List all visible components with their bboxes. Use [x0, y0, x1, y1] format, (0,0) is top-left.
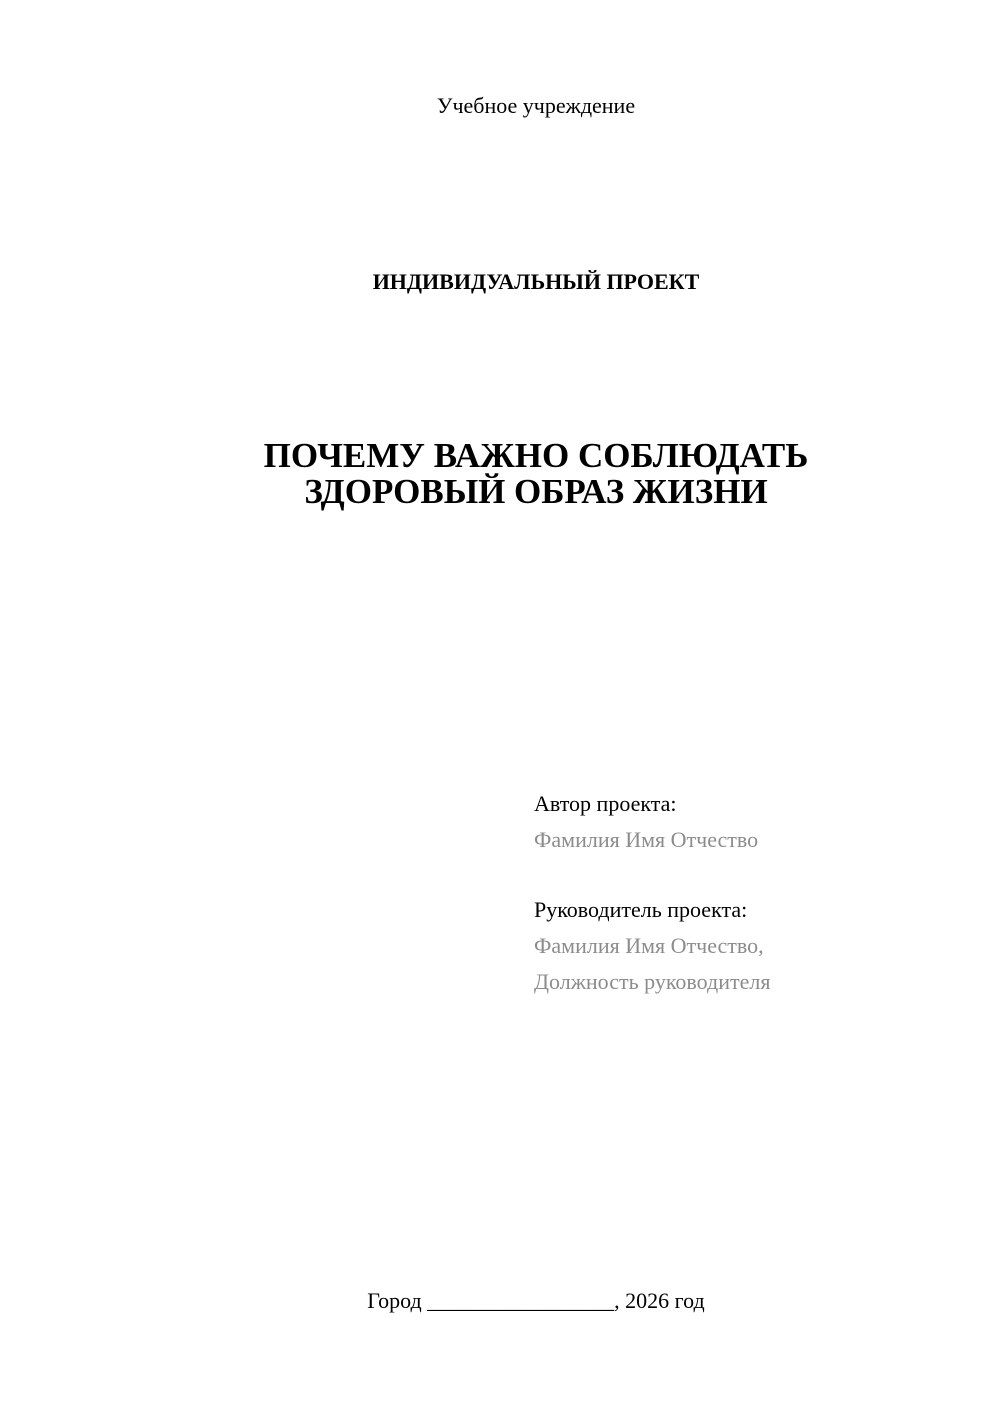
author-name: Фамилия Имя Отчество: [534, 827, 759, 852]
supervisor-name: Фамилия Имя Отчество,: [534, 933, 764, 958]
document-type: ИНДИВИДУАЛЬНЫЙ ПРОЕКТ: [372, 269, 700, 294]
supervisor-block: [534, 892, 770, 1000]
project-title-line-1: ПОЧЕМУ ВАЖНО СОБЛЮДАТЬ: [263, 436, 809, 475]
institution-name: Учебное учреждение: [436, 93, 636, 118]
author-label: Автор проекта:: [534, 791, 677, 816]
supervisor-position: Должность руководителя: [534, 969, 771, 994]
project-title-line-2: ЗДОРОВЫЙ ОБРАЗ ЖИЗНИ: [304, 472, 768, 511]
project-title: [0, 438, 1000, 510]
city-year-line: Город _________________, 2026 год: [367, 1288, 705, 1313]
author-block: [534, 786, 758, 858]
supervisor-label: Руководитель проекта:: [534, 897, 748, 922]
